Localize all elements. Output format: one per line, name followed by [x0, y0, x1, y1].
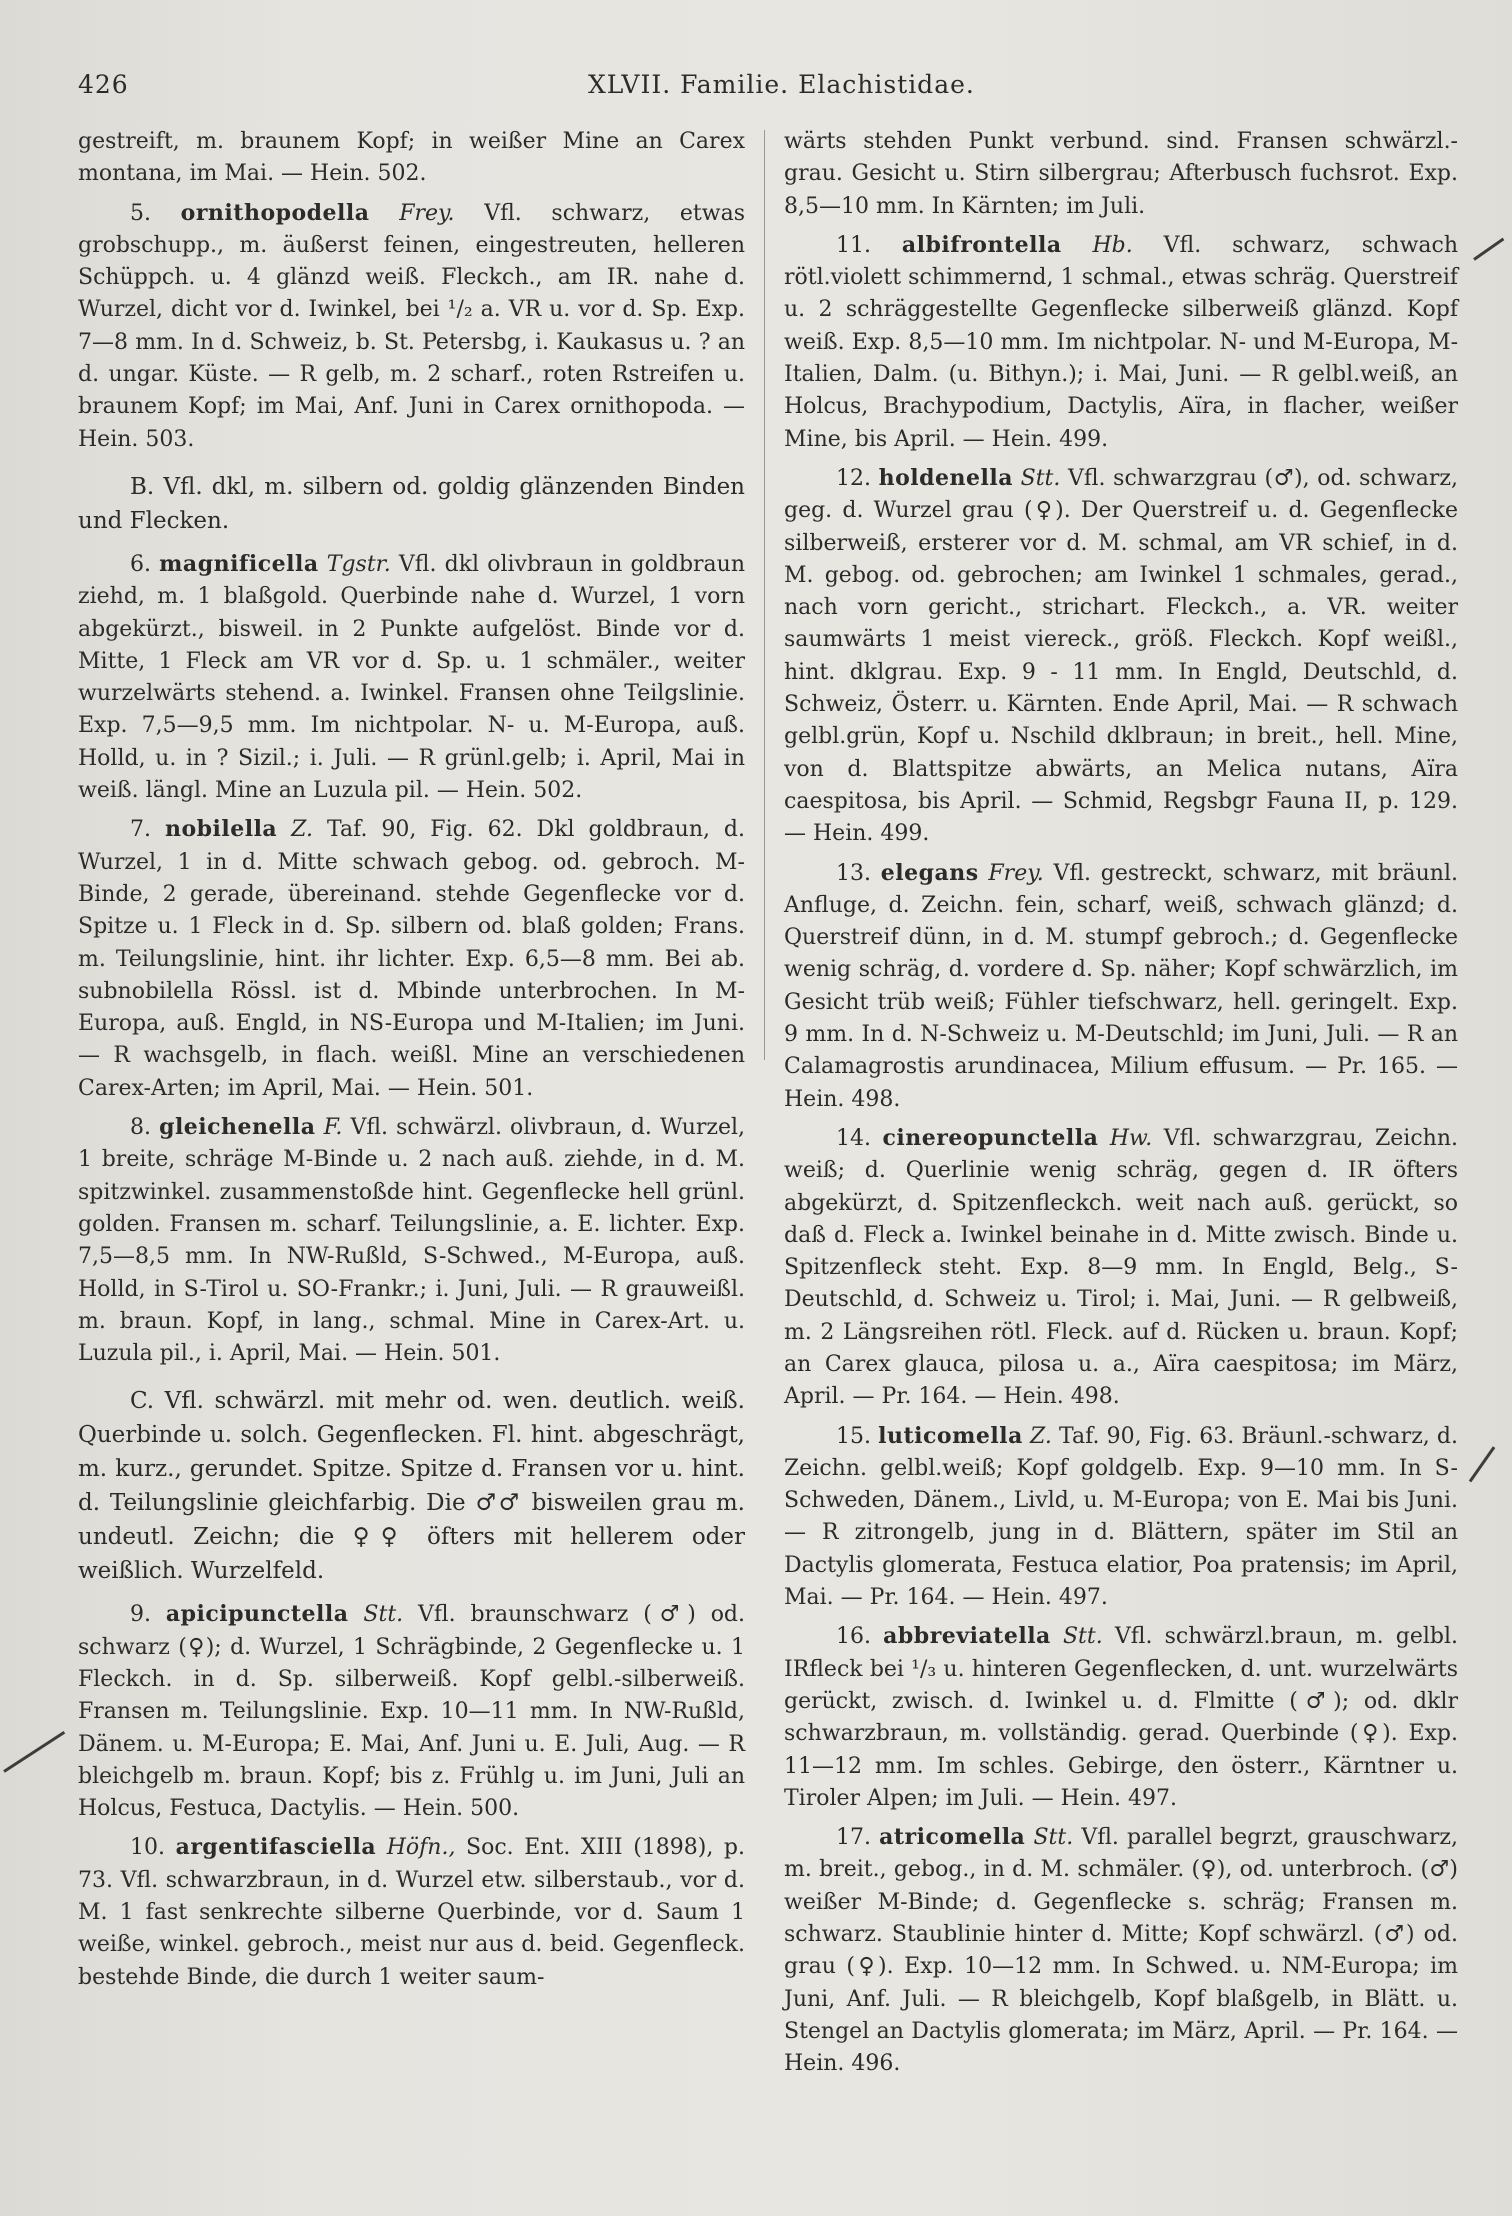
species-entry — [78, 1831, 745, 1993]
species-author: Stt. — [1062, 1624, 1103, 1650]
entry-description: Vfl. gestreckt, schwarz, mit bräunl. Anfluge, d. Zeichn. fein, scharf, weiß, schwach glänzd; d. Querstreif dünn, in d. M. stumpf gebroch.; d. Gegenflecke wenig schräg, d. vordere d. Sp. näher; Kopf schwärzlich, im Gesicht trüb weiß; Fühler tiefschwarz, hell. geringelt. Exp. 9 mm. In d. N-Schweiz u. M-Deutschld; im Juni, Juli. — R an Calamagrostis arundinacea, Milium effusum. — Pr. 165. — Hein. 498. — [784, 860, 1458, 1112]
species-name: ornithopodella — [180, 199, 370, 226]
column-divider — [764, 130, 765, 1060]
margin-pencil-mark — [1469, 1446, 1496, 1482]
species-name: abbreviatella — [883, 1623, 1051, 1650]
entry-description: Vfl. schwarzgrau (♂), od. schwarz, geg. d. Wurzel grau (♀). Der Querstreif u. d. Gegenflecke silberweiß, ersterer vor d. M. schmal, am VR schief, in d. M. gebog. od. gebrochen; am Iwinkel 1 schmales, gerad., nach vorn gericht., strichart. Fleckch., a. VR. weiter saumwärts 1 meist viereck., größ. Fleckch. Kopf weißl., hint. dklgrau. Exp. 9 - 11 mm. In Engld, Deutschld, d. Schweiz, Österr. u. Kärnten. Ende April, Mai. — R schwach gelbl.grün, Kopf u. Nschild dklbraun; in breit., hell. Mine, von d. Blattspitze abwärts, an Melica nutans, Aïra caespitosa, bis April. — Schmid, Regsbgr Fauna II, p. 129. — Hein. 499. — [784, 465, 1459, 847]
entry-description: Vfl. braunschwarz (♂) od. schwarz (♀); d. Wurzel, 1 Schrägbinde, 2 Gegenflecke u. 1 Fleckch. in d. Sp. silberweiß. Kopf gelbl.-silberweiß. Fransen m. Teilungslinie. Exp. 10—11 mm. In NW-Rußld, Dänem. u. M-Europa; E. Mai, Anf. Juni u. E. Juli, Aug. — R bleichgelb m. braun. Kopf; bis z. Frühlg u. im Juni, Juli an Holcus, Festuca, Dactylis. — Hein. 500. — [78, 1602, 746, 1822]
species-name: argentifasciella — [175, 1834, 377, 1861]
species-name: cinereopunctella — [882, 1124, 1099, 1151]
entry-number: 8. — [130, 1115, 151, 1141]
species-author: Hb. — [1092, 232, 1133, 258]
entry-description: Vfl. parallel begrzt, grauschwarz, m. breit., gebog., in d. M. schmäler. (♀), od. unterbroch. (♂) weißer M-Binde; d. Gegenflecke s. schräg; Fransen m. schwarz. Staublinie hinter d. Mitte; Kopf schwärzl. (♂) od. grau (♀). Exp. 10—12 mm. In Schwed. u. NM-Europa; im Juni, Anf. Juli. — R bleichgelb, Kopf blaßgelb, in Blätt. u. Stengel an Dactylis glomerata; im März, April. — Pr. 164. — Hein. 496. — [784, 1825, 1459, 2077]
species-author: F. — [323, 1115, 343, 1141]
entry-description: Vfl. schwarz, etwas grobschupp., m. äußerst feinen, eingestreuten, helleren Schüppch. u. 4 glänzd weiß. Fleckch., am IR. nahe d. Wurzel, dicht vor d. Iwinkel, bei ¹/₂ a. VR u. vor d. Sp. Exp. 7—8 mm. In d. Schweiz, b. St. Petersbg, i. Kaukasus u. ? an d. ungar. Küste. — R gelb, m. 2 scharf., roten Rstreifen u. braunem Kopf; im Mai, Anf. Juni in Carex ornithopoda. — Hein. 503. — [78, 200, 745, 452]
species-name: atricomella — [879, 1824, 1026, 1851]
species-name: magnificella — [159, 550, 319, 577]
section-heading: C. Vfl. schwärzl. mit mehr od. wen. deutlich. weiß. Querbinde u. solch. Gegenflecken. Fl. hint. abgeschrägt, m. kurz., gerundet. Spitze. Spitze d. Fransen vor u. hint. d. Teilungslinie gleichfarbig. Die ♂♂ bisweilen grau m. undeutl. Zeichn; die ♀♀ öfters mit hellerem oder weißlich. Wurzelfeld. — [78, 1388, 745, 1585]
species-entry — [78, 813, 745, 1105]
running-head: XLVII. Familie. Elachistidae. — [588, 70, 975, 99]
species-entry — [78, 1111, 745, 1370]
entry-number: 7. — [130, 817, 151, 843]
entry-number: 17. — [836, 1825, 871, 1851]
species-author: Stt. — [1033, 1825, 1074, 1851]
entry-number: 15. — [836, 1423, 871, 1449]
species-name: albifrontella — [901, 231, 1062, 258]
species-entry — [784, 1821, 1458, 2080]
species-author: Z. — [291, 817, 314, 843]
entry-description: Taf. 90, Fig. 63. Bräunl.-schwarz, d. Zeichn. gelbl.weiß; Kopf goldgelb. Exp. 9—10 mm. In S-Schweden, Dänem., Livld, u. M-Europa; von E. Mai bis Juni. — R zitrongelb, jung in d. Blättern, später im Stil an Dactylis glomerata, Festuca elatior, Poa pratensis; im April, Mai. — Pr. 164. — Hein. 497. — [784, 1423, 1458, 1611]
species-author: Stt. — [1020, 465, 1061, 491]
species-entry — [784, 1122, 1458, 1414]
species-name: elegans — [880, 859, 979, 886]
left-column — [78, 126, 745, 2000]
entry-number: 6. — [130, 551, 151, 577]
entry-number: 9. — [130, 1602, 151, 1628]
entry-description: Taf. 90, Fig. 62. Dkl goldbraun, d. Wurzel, 1 in d. Mitte schwach gebog. od. gebroch. M-Binde, 2 gerade, übereinand. stehde Gegenflecke vor d. Spitze u. 1 Fleck in d. Sp. silbern od. blaß golden; Frans. m. Teilungslinie, hint. ihr lichter. Exp. 6,5—8 mm. Bei ab. subnobilella Rössl. ist d. Mbinde unterbrochen. In M-Europa, auß. Engld, in NS-Europa und M-Italien; im Juni. — R wachsgelb, in flach. weißl. Mine an verschiedenen Carex-Arten; im April, Mai. — Hein. 501. — [78, 817, 746, 1101]
species-author: Frey. — [399, 200, 455, 226]
section-heading: B. Vfl. dkl, m. silbern od. goldig glänzenden Binden und Flecken. — [78, 473, 745, 534]
right-column — [784, 126, 1458, 2087]
species-entry — [784, 857, 1458, 1116]
entry-description: Vfl. schwarzgrau, Zeichn. weiß; d. Querlinie wenig schräg, gegen d. IR öfters abgekürzt, d. Spitzenfleckch. weit nach auß. gerückt, so daß d. Fleck a. Iwinkel beinahe in d. Mitte zwisch. Binde u. Spitzenfleck steht. Exp. 8—9 mm. In Engld, Belg., S-Deutschld, d. Schweiz u. Tirol; i. Mai, Juni. — R gelbweiß, m. 2 Längsreihen rötl. Fleck. auf d. Rücken u. braun. Kopf; an Carex glauca, pilosa u. a., Aïra caespitosa; im März, April. — Pr. 164. — Hein. 498. — [784, 1125, 1458, 1410]
species-entry — [78, 1598, 745, 1825]
species-name: apicipunctella — [165, 1601, 349, 1628]
species-name: gleichenella — [159, 1114, 316, 1141]
margin-pencil-mark — [1473, 238, 1504, 261]
entry-number: 10. — [130, 1835, 165, 1861]
page-header — [78, 70, 1258, 110]
entry-description: Vfl. schwärzl. olivbraun, d. Wurzel, 1 breite, schräge M-Binde u. 2 nach auß. ziehde, in d. M. spitzwinkel. zusammenstoßde hint. Gegenflecke hell grünl. golden. Fransen m. scharf. Teilungslinie, a. E. lichter. Exp. 7,5—8,5 mm. In NW-Rußld, S-Schwed., M-Europa, auß. Holld, in S-Tirol u. SO-Frankr.; i. Juni, Juli. — R grauweißl. m. braun. Kopf, in lang., schmal. Mine in Carex-Art. u. Luzula pil., i. April, Mai. — Hein. 501. — [78, 1115, 746, 1367]
entry-number: 14. — [836, 1125, 871, 1151]
species-name: nobilella — [164, 816, 278, 843]
species-author: Z. — [1029, 1423, 1052, 1449]
species-author: Tgstr. — [326, 551, 391, 577]
margin-pencil-mark — [3, 1731, 65, 1773]
species-entry — [784, 1420, 1458, 1615]
entry-description: Vfl. schwarz, schwach rötl.violett schimmernd, 1 schmal., etwas schräg. Querstreif u. 2 schräggestellte Gegenflecke silberweiß glänzd. Kopf weiß. Exp. 8,5—10 mm. Im nichtpolar. N- und M-Europa, M-Italien, Dalm. (u. Bithyn.); i. Mai, Juni. — R gelbl.weiß, an Holcus, Brachypodium, Dactylis, Aïra, in flacher, weißer Mine, bis April. — Hein. 499. — [784, 232, 1459, 452]
species-author: Frey. — [988, 860, 1044, 886]
species-entry — [784, 1620, 1458, 1815]
species-author: Hw. — [1109, 1125, 1153, 1151]
species-name: luticomella — [878, 1422, 1023, 1449]
entry-description: Vfl. dkl olivbraun in goldbraun ziehd, m. 1 blaßgold. Querbinde nahe d. Wurzel, 1 vorn abgekürzt., bisweil. in 2 Punkte aufgelöst. Binde vor d. Mitte, 1 Fleck am VR vor d. Sp. u. 1 schmäler., weiter wurzelwärts stehend. a. Iwinkel. Fransen ohne Teilgslinie. Exp. 7,5—9,5 mm. Im nichtpolar. N- u. M-Europa, auß. Holld, u. in ? Sizil.; i. Juli. — R grünl.gelb; i. April, Mai in weiß. längl. Mine an Luzula pil. — Hein. 502. — [78, 551, 746, 804]
continuation-text: wärts stehden Punkt verbund. sind. Fransen schwärzl.-grau. Gesicht u. Stirn silbergrau; Afterbusch fuchsrot. Exp. 8,5—10 mm. In Kärnten; im Juli. — [784, 129, 1458, 219]
species-entry — [78, 197, 745, 456]
page-number: 426 — [78, 70, 129, 99]
species-author: Höfn., — [386, 1835, 456, 1861]
species-entry — [784, 462, 1458, 851]
entry-number: 13. — [836, 860, 871, 886]
species-name: holdenella — [878, 464, 1013, 491]
entry-number: 11. — [836, 232, 871, 258]
entry-number: 5. — [130, 200, 151, 226]
species-author: Stt. — [363, 1602, 404, 1628]
species-entry — [78, 548, 745, 807]
continuation-text: gestreift, m. braunem Kopf; in weißer Mine an Carex montana, im Mai. — Hein. 502. — [78, 129, 745, 187]
entry-description: Vfl. schwärzl.braun, m. gelbl. IRfleck bei ¹/₃ u. hinteren Gegenflecken, d. unt. wurzelwärts gerückt, zwisch. d. Iwinkel u. d. Flmitte (♂); od. dklr schwarzbraun, m. vollständig. gerad. Querbinde (♀). Exp. 11—12 mm. Im schles. Gebirge, den österr., Kärntner u. Tiroler Alpen; im Juli. — Hein. 497. — [784, 1624, 1458, 1811]
entry-description: Soc. Ent. XIII (1898), p. 73. Vfl. schwarzbraun, in d. Wurzel etw. silberstaub., vor d. M. 1 fast senkrechte silberne Querbinde, vor d. Saum 1 weiße, winkel. gebroch., meist nur aus d. beid. Gegenfleck. bestehde Binde, die durch 1 weiter saum- — [78, 1835, 745, 1990]
entry-number: 12. — [836, 465, 871, 491]
entry-number: 16. — [836, 1624, 871, 1650]
species-entry — [784, 229, 1458, 456]
